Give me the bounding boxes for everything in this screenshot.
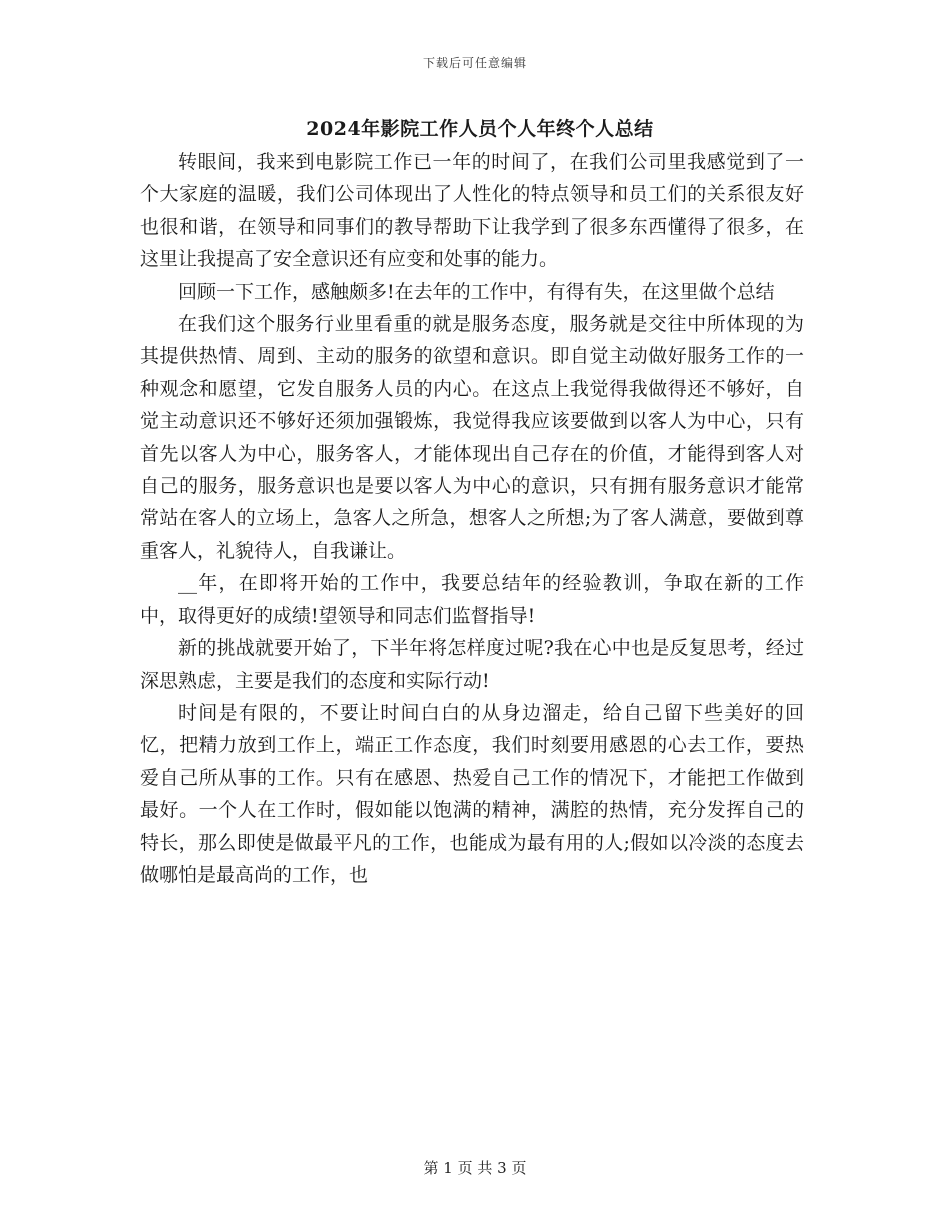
paragraph-1: 转眼间，我来到电影院工作已一年的时间了，在我们公司里我感觉到了一个大家庭的温暖，我们公司体现出了人性化的特点领导和员工们的关系很友好也很和谐，在领导和同事们的教导帮助下让我学到了很多东西懂得了很多，在这里让我提高了安全意识还有应变和处事的能力。 [140, 151, 804, 271]
paragraph-6: 时间是有限的，不要让时间白白的从身边溜走，给自己留下些美好的回忆，把精力放到工作上，端正工作态度，我们时刻要用感恩的心去工作，要热爱自己所从事的工作。只有在感恩、热爱自己工作的情况下，才能把工作做到最好。一个人在工作时，假如能以饱满的精神，满腔的热情，充分发挥自己的特长，那么即使是做最平凡的工作，也能成为最有用的人;假如以冷淡的态度去做哪怕是最高尚的工作，也 [140, 701, 804, 886]
paragraph-5: 新的挑战就要开始了，下半年将怎样度过呢?我在心中也是反复思考，经过深思熟虑，主要是我们的态度和实际行动! [140, 637, 804, 692]
document-title: 2024年影院工作人员个人年终个人总结 [306, 118, 654, 140]
page-number: 第 1 页 共 3 页 [423, 1159, 527, 1177]
paragraph-3: 在我们这个服务行业里看重的就是服务态度，服务就是交往中所体现的为其提供热情、周到、主动的服务的欲望和意识。即自觉主动做好服务工作的一种观念和愿望，它发自服务人员的内心。在这点上我觉得我做得还不够好，自觉主动意识还不够好还须加强锻炼，我觉得我应该要做到以客人为中心，只有首先以客人为中心，服务客人，才能体现出自己存在的价值，才能得到客人对自己的服务，服务意识也是要以客人为中心的意识，只有拥有服务意识才能常常站在客人的立场上，急客人之所急，想客人之所想;为了客人满意，要做到尊重客人，礼貌待人，自我谦让。 [140, 313, 804, 562]
paragraph-4: __年，在即将开始的工作中，我要总结年的经验教训，争取在新的工作中，取得更好的成绩!望领导和同志们监督指导! [140, 572, 804, 627]
document-body [140, 146, 804, 891]
page-header-note: 下载后可任意编辑 [422, 56, 527, 70]
paragraph-2: 回顾一下工作，感触颇多!在去年的工作中，有得有失，在这里做个总结 [178, 280, 775, 303]
